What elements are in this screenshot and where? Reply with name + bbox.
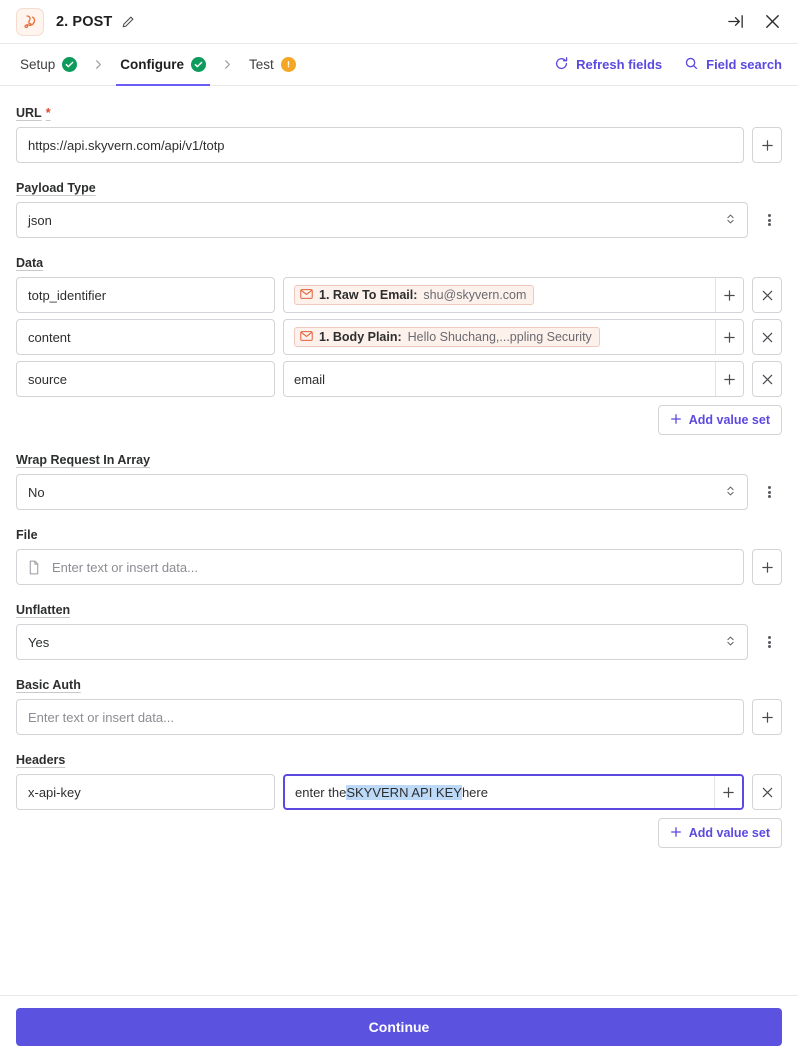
tab-setup-label: Setup — [20, 57, 56, 72]
required-marker: * — [45, 106, 51, 120]
warning-icon — [281, 57, 296, 72]
url-input-value[interactable]: https://api.skyvern.com/api/v1/totp — [28, 137, 225, 153]
data-value-input[interactable] — [283, 361, 744, 397]
unflatten-label: Unflatten — [16, 603, 71, 617]
data-row — [16, 319, 782, 355]
refresh-icon — [554, 56, 569, 74]
data-row — [16, 277, 782, 313]
data-token[interactable] — [294, 327, 600, 347]
app-logo-icon — [16, 8, 44, 36]
expand-panel-icon[interactable] — [726, 12, 745, 31]
field-search-button[interactable] — [684, 56, 782, 74]
data-insert-data-button[interactable] — [715, 362, 743, 396]
unflatten-menu-icon[interactable] — [756, 624, 782, 660]
search-icon — [684, 56, 699, 74]
url-label — [16, 106, 51, 120]
data-insert-data-button[interactable] — [715, 320, 743, 354]
tab-configure-label: Configure — [120, 57, 185, 72]
headers-key-input[interactable] — [16, 774, 275, 810]
basic-auth-input-value[interactable]: Enter text or insert data... — [28, 709, 174, 725]
payload-type-label: Payload Type — [16, 181, 96, 195]
field-wrap-request-in-array — [16, 451, 782, 510]
field-data — [16, 254, 782, 435]
plus-icon — [670, 826, 682, 841]
file-input[interactable] — [16, 549, 744, 585]
basic-auth-insert-data-button[interactable] — [752, 699, 782, 735]
data-remove-row-button[interactable] — [752, 277, 782, 313]
continue-button[interactable]: Continue — [16, 1008, 782, 1046]
data-key-value: totp_identifier — [28, 287, 107, 303]
configure-form — [0, 86, 798, 995]
headers-key-value: x-api-key — [28, 784, 81, 800]
chevron-right-icon — [93, 59, 104, 70]
wrap-request-value: No — [28, 484, 45, 500]
data-row — [16, 361, 782, 397]
document-icon — [17, 560, 41, 575]
headers-add-value-set-button[interactable] — [658, 818, 782, 848]
field-search-label: Field search — [706, 57, 782, 72]
envelope-icon — [300, 288, 313, 302]
tab-configure[interactable] — [116, 44, 210, 86]
headers-value-selected: SKYVERN API KEY — [346, 784, 462, 800]
chevron-updown-icon — [725, 484, 736, 501]
step-tabs — [0, 44, 798, 86]
wrap-request-label: Wrap Request In Array — [16, 453, 151, 467]
headers-insert-data-button[interactable] — [714, 776, 742, 808]
field-unflatten — [16, 601, 782, 660]
headers-row — [16, 774, 782, 810]
unflatten-select[interactable] — [16, 624, 748, 660]
headers-label: Headers — [16, 753, 66, 767]
basic-auth-label: Basic Auth — [16, 678, 81, 692]
url-label-text: URL — [16, 106, 42, 120]
data-key-input[interactable] — [16, 277, 275, 313]
refresh-fields-label: Refresh fields — [576, 57, 663, 72]
data-value-input[interactable] — [283, 277, 744, 313]
titlebar — [0, 0, 798, 44]
data-key-input[interactable] — [16, 361, 275, 397]
field-headers — [16, 751, 782, 848]
headers-value-input[interactable] — [283, 774, 744, 810]
file-input-value[interactable]: Enter text or insert data... — [52, 559, 198, 575]
field-payload-type — [16, 179, 782, 238]
headers-remove-row-button[interactable] — [752, 774, 782, 810]
pencil-icon[interactable] — [121, 15, 135, 29]
data-token-name: 1. Raw To Email: — [319, 288, 418, 302]
basic-auth-input[interactable] — [16, 699, 744, 735]
file-insert-data-button[interactable] — [752, 549, 782, 585]
payload-type-value: json — [28, 212, 52, 228]
data-key-value: content — [28, 329, 71, 345]
chevron-right-icon — [222, 59, 233, 70]
plus-icon — [670, 413, 682, 428]
data-token[interactable] — [294, 285, 534, 305]
file-label: File — [16, 528, 38, 542]
data-key-value: source — [28, 371, 68, 387]
url-insert-data-button[interactable] — [752, 127, 782, 163]
data-value-input[interactable] — [283, 319, 744, 355]
footer — [0, 995, 798, 1058]
field-basic-auth — [16, 676, 782, 735]
chevron-updown-icon — [725, 212, 736, 229]
check-icon — [62, 57, 77, 72]
data-token-name: 1. Body Plain: — [319, 330, 402, 344]
data-add-value-set-button[interactable] — [658, 405, 782, 435]
data-token-value: Hello Shuchang,...ppling Security — [407, 330, 592, 344]
field-file — [16, 526, 782, 585]
wrap-request-select[interactable] — [16, 474, 748, 510]
data-remove-row-button[interactable] — [752, 361, 782, 397]
tab-setup[interactable] — [16, 44, 81, 86]
tab-test-label: Test — [249, 57, 274, 72]
wrap-request-menu-icon[interactable] — [756, 474, 782, 510]
payload-type-select[interactable] — [16, 202, 748, 238]
data-remove-row-button[interactable] — [752, 319, 782, 355]
data-add-value-set-label: Add value set — [688, 413, 770, 427]
data-token-value: shu@skyvern.com — [423, 288, 527, 302]
close-icon[interactable] — [763, 12, 782, 31]
envelope-icon — [300, 330, 313, 344]
steps-actions — [554, 56, 782, 74]
headers-value-suffix: here — [461, 784, 488, 800]
data-insert-data-button[interactable] — [715, 278, 743, 312]
url-input[interactable] — [16, 127, 744, 163]
chevron-updown-icon — [725, 634, 736, 651]
data-value-text: email — [294, 371, 326, 387]
data-label: Data — [16, 256, 44, 270]
tab-test[interactable] — [245, 44, 300, 86]
headers-value-prefix: enter the — [295, 784, 347, 800]
check-icon — [191, 57, 206, 72]
headers-add-value-set-label: Add value set — [688, 826, 770, 840]
payload-type-menu-icon[interactable] — [756, 202, 782, 238]
page-title: 2. POST — [56, 13, 113, 30]
refresh-fields-button[interactable] — [554, 56, 662, 74]
unflatten-value: Yes — [28, 634, 50, 650]
field-url — [16, 104, 782, 163]
data-key-input[interactable] — [16, 319, 275, 355]
